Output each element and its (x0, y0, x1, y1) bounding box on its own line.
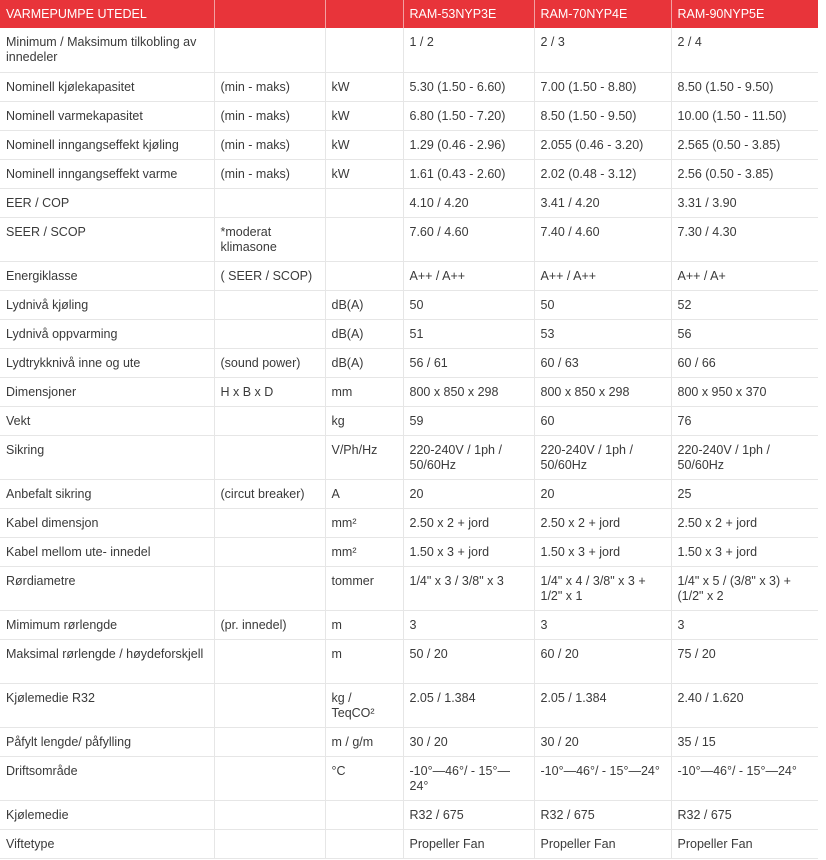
spec-value-cell: 50 (534, 290, 671, 319)
spec-qualifier-cell (214, 435, 325, 479)
table-row (0, 610, 818, 639)
spec-unit-cell: mm (325, 377, 403, 406)
spec-value-cell: 220-240V / 1ph / 50/60Hz (403, 435, 534, 479)
spec-label-cell: Dimensjoner (0, 377, 214, 406)
spec-qualifier-cell (214, 290, 325, 319)
table-row (0, 566, 818, 610)
spec-value-cell: 2.05 / 1.384 (403, 683, 534, 727)
header-cell-model: RAM-70NYP4E (534, 0, 671, 28)
spec-value-cell: 56 / 61 (403, 348, 534, 377)
spec-value-cell: 6.80 (1.50 - 7.20) (403, 101, 534, 130)
spec-value-cell: Propeller Fan (403, 829, 534, 858)
spec-label-cell: Lydnivå kjøling (0, 290, 214, 319)
spec-value-cell: 800 x 850 x 298 (403, 377, 534, 406)
spec-label-cell: Driftsområde (0, 756, 214, 800)
spec-value-cell: 7.30 / 4.30 (671, 217, 818, 261)
spec-value-cell: R32 / 675 (403, 800, 534, 829)
spec-unit-cell: mm² (325, 537, 403, 566)
table-row (0, 479, 818, 508)
spec-qualifier-cell (214, 406, 325, 435)
spec-qualifier-cell (214, 566, 325, 610)
spec-value-cell: Propeller Fan (534, 829, 671, 858)
spec-value-cell: 2.02 (0.48 - 3.12) (534, 159, 671, 188)
spec-qualifier-cell (214, 537, 325, 566)
spec-value-cell: 1/4" x 3 / 3/8" x 3 (403, 566, 534, 610)
spec-qualifier-cell (214, 829, 325, 858)
spec-value-cell: 2.50 x 2 + jord (403, 508, 534, 537)
spec-label-cell: Lydtrykknivå inne og ute (0, 348, 214, 377)
table-row (0, 290, 818, 319)
spec-value-cell: 30 / 20 (534, 727, 671, 756)
spec-unit-cell: m (325, 639, 403, 683)
spec-qualifier-cell (214, 639, 325, 683)
table-row (0, 727, 818, 756)
spec-value-cell: 60 / 63 (534, 348, 671, 377)
spec-value-cell: 1/4" x 4 / 3/8" x 3 + 1/2" x 1 (534, 566, 671, 610)
spec-value-cell: 76 (671, 406, 818, 435)
spec-unit-cell: dB(A) (325, 348, 403, 377)
spec-value-cell: 1/4" x 5 / (3/8" x 3) + (1/2" x 2 (671, 566, 818, 610)
table-row (0, 348, 818, 377)
spec-label-cell: Lydnivå oppvarming (0, 319, 214, 348)
spec-value-cell: 50 / 20 (403, 639, 534, 683)
spec-value-cell: R32 / 675 (671, 800, 818, 829)
spec-qualifier-cell: *moderat klimasone (214, 217, 325, 261)
spec-qualifier-cell: (min - maks) (214, 159, 325, 188)
spec-qualifier-cell (214, 28, 325, 72)
table-row (0, 406, 818, 435)
spec-value-cell: 2.055 (0.46 - 3.20) (534, 130, 671, 159)
spec-label-cell: Energiklasse (0, 261, 214, 290)
spec-value-cell: 2.50 x 2 + jord (671, 508, 818, 537)
spec-label-cell: Nominell kjølekapasitet (0, 72, 214, 101)
spec-value-cell: 220-240V / 1ph / 50/60Hz (534, 435, 671, 479)
spec-unit-cell: kW (325, 159, 403, 188)
spec-value-cell: 75 / 20 (671, 639, 818, 683)
spec-value-cell: 50 (403, 290, 534, 319)
spec-value-cell: 2.56 (0.50 - 3.85) (671, 159, 818, 188)
spec-value-cell: 30 / 20 (403, 727, 534, 756)
spec-qualifier-cell (214, 683, 325, 727)
spec-value-cell: 53 (534, 319, 671, 348)
spec-value-cell: 20 (534, 479, 671, 508)
spec-unit-cell: mm² (325, 508, 403, 537)
spec-value-cell: 60 (534, 406, 671, 435)
spec-unit-cell: kW (325, 72, 403, 101)
table-row (0, 435, 818, 479)
spec-value-cell: R32 / 675 (534, 800, 671, 829)
spec-unit-cell: °C (325, 756, 403, 800)
spec-value-cell: -10°—46°/ - 15°—24° (534, 756, 671, 800)
spec-value-cell: 800 x 950 x 370 (671, 377, 818, 406)
spec-unit-cell: kg / TeqCO² (325, 683, 403, 727)
spec-value-cell: -10°—46°/ - 15°—24° (403, 756, 534, 800)
spec-unit-cell (325, 28, 403, 72)
spec-value-cell: 59 (403, 406, 534, 435)
table-row (0, 28, 818, 72)
spec-unit-cell (325, 800, 403, 829)
spec-label-cell: Nominell varmekapasitet (0, 101, 214, 130)
spec-label-cell: Sikring (0, 435, 214, 479)
spec-value-cell: A++ / A+ (671, 261, 818, 290)
spec-label-cell: Rørdiametre (0, 566, 214, 610)
spec-label-cell: Viftetype (0, 829, 214, 858)
table-row (0, 537, 818, 566)
spec-value-cell: 1 / 2 (403, 28, 534, 72)
spec-qualifier-cell: (min - maks) (214, 101, 325, 130)
spec-value-cell: 4.10 / 4.20 (403, 188, 534, 217)
spec-value-cell: 2.565 (0.50 - 3.85) (671, 130, 818, 159)
spec-unit-cell (325, 261, 403, 290)
spec-value-cell: 1.50 x 3 + jord (403, 537, 534, 566)
spec-qualifier-cell: (circut breaker) (214, 479, 325, 508)
table-row (0, 377, 818, 406)
table-row (0, 261, 818, 290)
spec-unit-cell: kW (325, 101, 403, 130)
spec-value-cell: 3 (534, 610, 671, 639)
spec-value-cell: 60 / 66 (671, 348, 818, 377)
spec-value-cell: 10.00 (1.50 - 11.50) (671, 101, 818, 130)
table-row (0, 72, 818, 101)
spec-value-cell: 3 (671, 610, 818, 639)
table-row (0, 130, 818, 159)
spec-value-cell: 1.50 x 3 + jord (534, 537, 671, 566)
spec-unit-cell: dB(A) (325, 319, 403, 348)
spec-label-cell: Kjølemedie (0, 800, 214, 829)
spec-value-cell: 800 x 850 x 298 (534, 377, 671, 406)
spec-qualifier-cell (214, 319, 325, 348)
spec-value-cell: 2 / 3 (534, 28, 671, 72)
table-row (0, 101, 818, 130)
spec-value-cell: 2.40 / 1.620 (671, 683, 818, 727)
header-cell-blank (214, 0, 325, 28)
spec-value-cell: 220-240V / 1ph / 50/60Hz (671, 435, 818, 479)
spec-value-cell: 20 (403, 479, 534, 508)
table-row (0, 800, 818, 829)
spec-value-cell: 56 (671, 319, 818, 348)
spec-value-cell: 51 (403, 319, 534, 348)
spec-value-cell: 7.40 / 4.60 (534, 217, 671, 261)
spec-value-cell: 3.41 / 4.20 (534, 188, 671, 217)
spec-value-cell: 3 (403, 610, 534, 639)
spec-label-cell: Nominell inngangseffekt kjøling (0, 130, 214, 159)
spec-label-cell: Minimum / Maksimum tilkobling av innedeler (0, 28, 214, 72)
spec-value-cell: 3.31 / 3.90 (671, 188, 818, 217)
spec-value-cell: 7.00 (1.50 - 8.80) (534, 72, 671, 101)
header-row (0, 0, 818, 28)
spec-qualifier-cell: (sound power) (214, 348, 325, 377)
spec-value-cell: 2 / 4 (671, 28, 818, 72)
spec-label-cell: Anbefalt sikring (0, 479, 214, 508)
spec-unit-cell (325, 217, 403, 261)
spec-qualifier-cell: (min - maks) (214, 72, 325, 101)
spec-unit-cell: m (325, 610, 403, 639)
spec-unit-cell: dB(A) (325, 290, 403, 319)
spec-unit-cell: kg (325, 406, 403, 435)
spec-value-cell: Propeller Fan (671, 829, 818, 858)
spec-qualifier-cell (214, 188, 325, 217)
spec-unit-cell: A (325, 479, 403, 508)
table-row (0, 639, 818, 683)
spec-value-cell: 35 / 15 (671, 727, 818, 756)
spec-unit-cell (325, 829, 403, 858)
spec-qualifier-cell: H x B x D (214, 377, 325, 406)
spec-value-cell: 5.30 (1.50 - 6.60) (403, 72, 534, 101)
header-cell-model: RAM-53NYP3E (403, 0, 534, 28)
spec-value-cell: 1.50 x 3 + jord (671, 537, 818, 566)
spec-value-cell: 25 (671, 479, 818, 508)
spec-value-cell: 8.50 (1.50 - 9.50) (671, 72, 818, 101)
spec-value-cell: 1.61 (0.43 - 2.60) (403, 159, 534, 188)
spec-label-cell: SEER / SCOP (0, 217, 214, 261)
header-cell-blank (325, 0, 403, 28)
spec-unit-cell: V/Ph/Hz (325, 435, 403, 479)
spec-unit-cell: tommer (325, 566, 403, 610)
spec-value-cell: 8.50 (1.50 - 9.50) (534, 101, 671, 130)
spec-unit-cell: kW (325, 130, 403, 159)
spec-qualifier-cell: ( SEER / SCOP) (214, 261, 325, 290)
spec-value-cell: 1.29 (0.46 - 2.96) (403, 130, 534, 159)
spec-value-cell: 60 / 20 (534, 639, 671, 683)
table-row (0, 508, 818, 537)
spec-label-cell: Vekt (0, 406, 214, 435)
spec-value-cell: -10°—46°/ - 15°—24° (671, 756, 818, 800)
spec-label-cell: Påfylt lengde/ påfylling (0, 727, 214, 756)
spec-qualifier-cell (214, 756, 325, 800)
spec-qualifier-cell: (pr. innedel) (214, 610, 325, 639)
spec-label-cell: Kabel dimensjon (0, 508, 214, 537)
table-row (0, 159, 818, 188)
spec-value-cell: 2.05 / 1.384 (534, 683, 671, 727)
spec-qualifier-cell (214, 727, 325, 756)
header-cell-model: RAM-90NYP5E (671, 0, 818, 28)
spec-value-cell: 2.50 x 2 + jord (534, 508, 671, 537)
table-row (0, 756, 818, 800)
table-row (0, 188, 818, 217)
spec-qualifier-cell (214, 800, 325, 829)
header-cell-title: VARMEPUMPE UTEDEL (0, 0, 214, 28)
table-row (0, 829, 818, 858)
spec-unit-cell (325, 188, 403, 217)
table-row (0, 217, 818, 261)
spec-label-cell: Nominell inngangseffekt varme (0, 159, 214, 188)
spec-value-cell: 52 (671, 290, 818, 319)
spec-label-cell: Kjølemedie R32 (0, 683, 214, 727)
spec-value-cell: A++ / A++ (403, 261, 534, 290)
spec-value-cell: 7.60 / 4.60 (403, 217, 534, 261)
spec-table-body (0, 28, 818, 858)
spec-unit-cell: m / g/m (325, 727, 403, 756)
spec-qualifier-cell (214, 508, 325, 537)
spec-qualifier-cell: (min - maks) (214, 130, 325, 159)
spec-table-header (0, 0, 818, 28)
spec-label-cell: Maksimal rørlengde / høydeforskjell (0, 639, 214, 683)
spec-value-cell: A++ / A++ (534, 261, 671, 290)
table-row (0, 319, 818, 348)
spec-label-cell: EER / COP (0, 188, 214, 217)
table-row (0, 683, 818, 727)
spec-label-cell: Kabel mellom ute- innedel (0, 537, 214, 566)
spec-label-cell: Mimimum rørlengde (0, 610, 214, 639)
